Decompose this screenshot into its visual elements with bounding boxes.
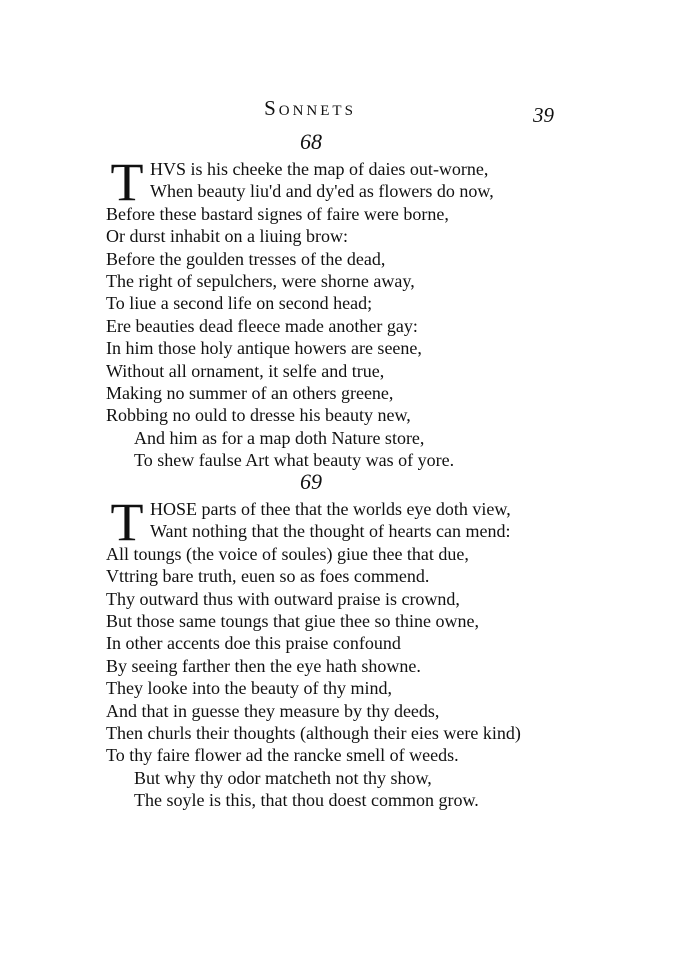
sonnet-line: Ere beauties dead fleece made another gay: <box>106 315 418 336</box>
sonnet-number: 69 <box>300 469 322 494</box>
sonnet-lines <box>106 152 576 472</box>
running-title: Sonnets <box>264 96 356 120</box>
drop-cap: T <box>110 152 144 212</box>
sonnet-line: To thy faire flower ad the rancke smell of weeds. <box>106 745 459 766</box>
sonnet-line: Want nothing that the thought of hearts can mend: <box>150 521 511 542</box>
couplet-line: To shew faulse Art what beauty was of yore. <box>134 450 455 471</box>
sonnet-line: Robbing no ould to dresse his beauty new, <box>106 405 411 426</box>
sonnet-line: In him those holy antique howers are seene, <box>106 338 422 359</box>
sonnet-line: The right of sepulchers, were shorne away, <box>106 271 415 292</box>
couplet-line: And him as for a map doth Nature store, <box>134 427 425 448</box>
sonnet-line: But those same toungs that giue thee so thine owne, <box>106 611 479 632</box>
sonnet-line: In other accents doe this praise confound <box>106 633 401 654</box>
sonnet-68 <box>106 128 576 472</box>
sonnet-line: Thy outward thus with outward praise is crownd, <box>106 588 460 609</box>
sonnet-line: By seeing farther then the eye hath showne. <box>106 655 421 676</box>
couplet-line: But why thy odor matcheth not thy show, <box>134 767 432 788</box>
sonnet-line: HVS is his cheeke the map of daies out-worne, <box>150 159 489 179</box>
sonnet-69 <box>106 468 576 812</box>
sonnet-line: Without all ornament, it selfe and true, <box>106 360 385 381</box>
sonnet-lines <box>106 492 576 812</box>
sonnet-line: HOSE parts of thee that the worlds eye doth view, <box>150 499 511 519</box>
sonnet-line: Or durst inhabit on a liuing brow: <box>106 226 348 247</box>
sonnet-number: 68 <box>300 129 322 154</box>
sonnet-line: Vttring bare truth, euen so as foes commend. <box>106 566 430 587</box>
drop-cap: T <box>110 492 144 552</box>
sonnet-line: All toungs (the voice of soules) giue thee that due, <box>106 543 469 564</box>
sonnet-line: Making no summer of an others greene, <box>106 383 394 404</box>
sonnet-line: They looke into the beauty of thy mind, <box>106 678 392 699</box>
sonnet-line: When beauty liu'd and dy'ed as flowers do now, <box>150 181 494 202</box>
page-number: 39 <box>533 103 554 127</box>
sonnet-line: Before the goulden tresses of the dead, <box>106 248 386 269</box>
sonnet-line: And that in guesse they measure by thy deeds, <box>106 700 440 721</box>
sonnet-line: Then churls their thoughts (although their eies were kind) <box>106 723 521 744</box>
sonnet-line: To liue a second life on second head; <box>106 293 373 314</box>
couplet-line: The soyle is this, that thou doest common grow. <box>134 790 479 811</box>
sonnet-line: Before these bastard signes of faire were borne, <box>106 203 449 224</box>
